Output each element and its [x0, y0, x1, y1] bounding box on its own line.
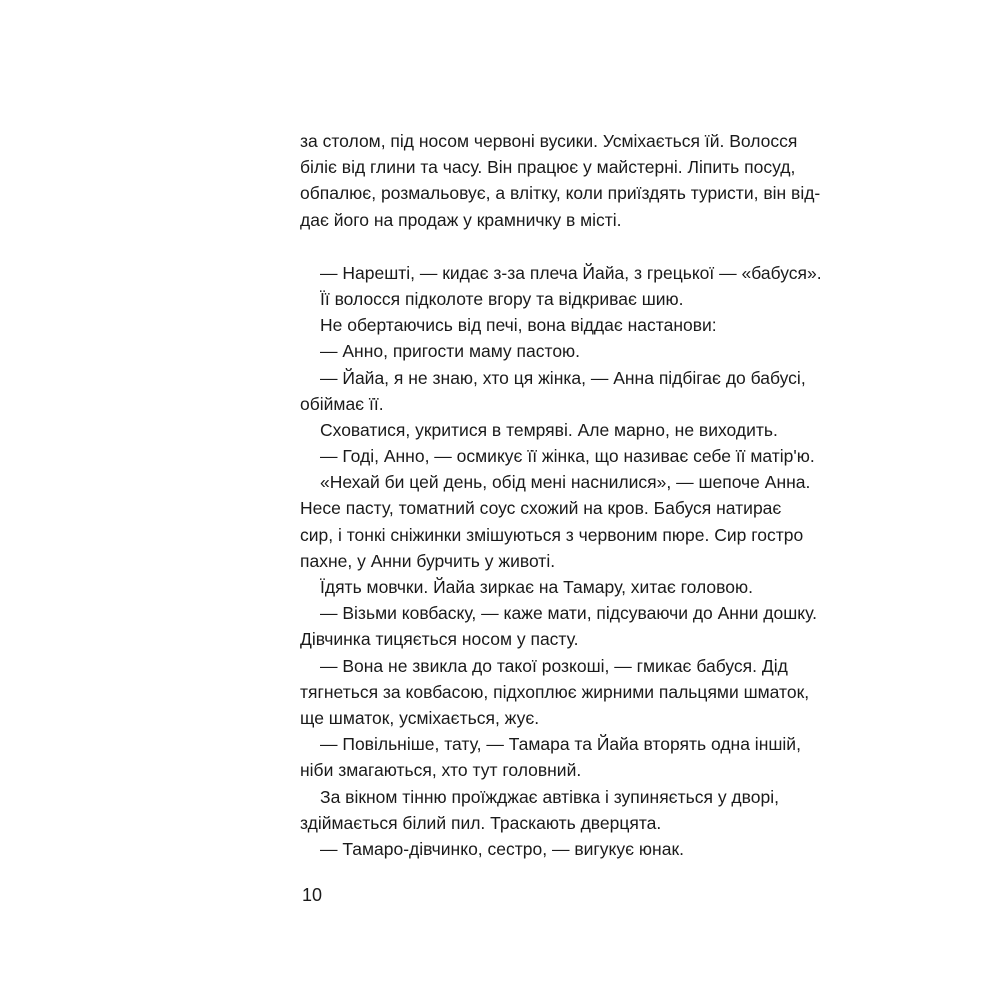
text-line: Їдять мовчки. Йайа зиркає на Тамару, хитає головою.	[320, 577, 753, 597]
text-line: обіймає її.	[300, 393, 384, 414]
text-line: — Нарешті, — кидає з-за плеча Йайа, з грецької — «бабуся».	[320, 262, 822, 283]
section-gap	[300, 233, 770, 260]
text-line: ще шматок, усміхається, жує.	[300, 707, 540, 728]
text-line: біліє від глини та часу. Він працює у майстерні. Ліпить посуд,	[300, 157, 796, 178]
text-line: Сховатися, укритися в темряві. Але марно, не виходить.	[320, 419, 778, 440]
paragraph-1	[300, 128, 821, 233]
text-line: — Годі, Анно, — осмикує її жінка, що називає себе її матір'ю.	[320, 446, 815, 467]
text-line: ніби змагаються, хто тут головний.	[300, 760, 582, 781]
text-line: тягнеться за ковбасою, підхоплює жирними пальцями шматок,	[300, 681, 810, 702]
text-line: здіймається білий пил. Траскають дверцята.	[300, 812, 662, 833]
page-number: 10	[302, 885, 323, 905]
page-body-text	[300, 128, 822, 862]
dialogue-section	[300, 260, 822, 862]
text-line: — Йайа, я не знаю, хто ця жінка, — Анна підбігає до бабусі,	[320, 367, 806, 388]
text-line: сир, і тонкі сніжинки змішуються з червоним пюре. Сир гостро	[300, 524, 804, 545]
text-line: — Тамаро-дівчинко, сестро, — вигукує юнак.	[320, 838, 684, 859]
text-line: Несе пасту, томатний соус схожий на кров. Бабуся натирає	[300, 498, 782, 519]
text-line: «Нехай би цей день, обід мені наснилися», — шепоче Анна.	[320, 472, 811, 493]
text-line: — Вона не звикла до такої розкоші, — гмикає бабуся. Дід	[320, 655, 788, 676]
text-line: — Візьми ковбаску, — каже мати, підсуваючи до Анни дошку.	[320, 603, 817, 624]
text-line: Її волосся підколоте вгору та відкриває шию.	[320, 288, 684, 309]
text-line: дає його на продаж у крамничку в місті.	[300, 209, 622, 230]
text-line: за столом, під носом червоні вусики. Усміхається їй. Волосся	[300, 131, 798, 151]
text-line: Не обертаючись від печі, вона віддає настанови:	[320, 315, 717, 336]
text-line: — Анно, пригости маму пастою.	[320, 341, 581, 362]
text-line: пахне, у Анни бурчить у животі.	[300, 550, 556, 571]
text-line: Дівчинка тицяється носом у пасту.	[300, 629, 579, 650]
text-line: За вікном тінню проїжджає автівка і зупиняється у дворі,	[320, 786, 779, 807]
text-line: обпалює, розмальовує, а влітку, коли приїздять туристи, він від-	[300, 183, 821, 204]
text-line: — Повільніше, тату, — Тамара та Йайа вторять одна іншій,	[320, 734, 801, 755]
